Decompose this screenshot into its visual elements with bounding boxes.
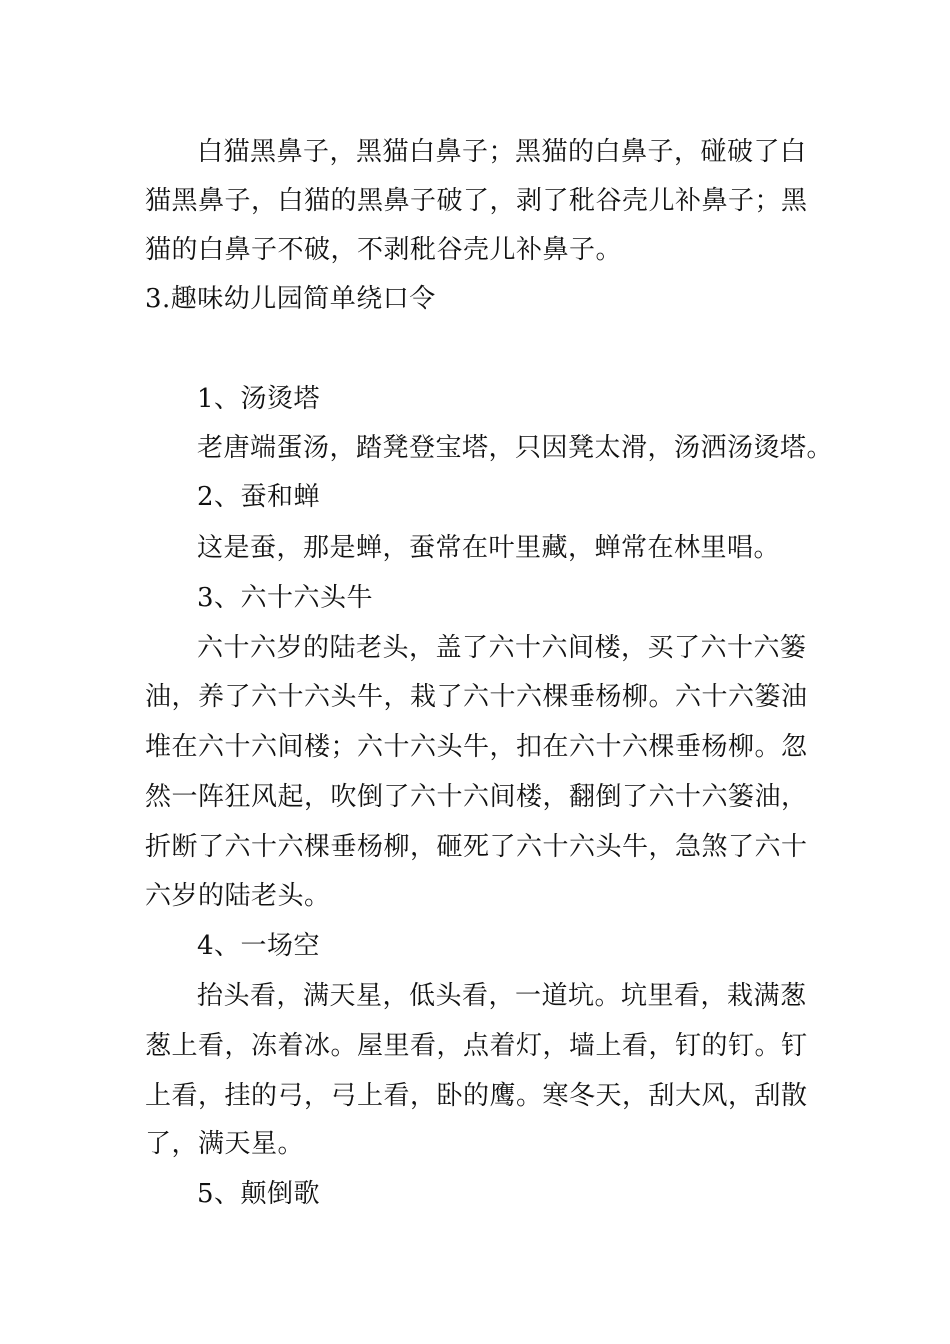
text-line: 这是蚕，那是蝉，蚕常在叶里藏，蝉常在林里唱。 <box>197 533 781 563</box>
text-line: 猫黑鼻子，白猫的黑鼻子破了，剥了秕谷壳儿补鼻子；黑 <box>145 186 808 216</box>
text-line: 老唐端蛋汤，踏凳登宝塔，只因凳太滑，汤洒汤烫塔。 <box>197 433 834 463</box>
text-line: 油，养了六十六头牛，栽了六十六棵垂杨柳。六十六篓油 <box>145 682 808 712</box>
item-title: 5、颠倒歌 <box>197 1179 321 1209</box>
section-heading: 3.趣味幼儿园简单绕口令 <box>145 284 436 314</box>
item-title: 3、六十六头牛 <box>197 583 374 613</box>
text-line: 抬头看，满天星，低头看，一道坑。坑里看，栽满葱 <box>197 981 807 1011</box>
text-line: 六十六岁的陆老头，盖了六十六间楼，买了六十六篓 <box>197 633 807 663</box>
item-title: 1、汤烫塔 <box>197 384 321 414</box>
text-line: 了，满天星。 <box>145 1129 305 1159</box>
item-title: 2、蚕和蝉 <box>197 482 321 512</box>
text-line: 折断了六十六棵垂杨柳，砸死了六十六头牛，急煞了六十 <box>145 832 808 862</box>
text-line: 猫的白鼻子不破，不剥秕谷壳儿补鼻子。 <box>145 235 623 265</box>
text-line: 上看，挂的弓，弓上看，卧的鹰。寒冬天，刮大风，刮散 <box>145 1081 808 1111</box>
text-line: 堆在六十六间楼；六十六头牛，扣在六十六棵垂杨柳。忽 <box>145 732 808 762</box>
text-line: 六岁的陆老头。 <box>145 881 331 911</box>
text-line: 葱上看，冻着冰。屋里看，点着灯，墙上看，钉的钉。钉 <box>145 1031 808 1061</box>
item-title: 4、一场空 <box>197 931 321 961</box>
text-line: 白猫黑鼻子，黑猫白鼻子；黑猫的白鼻子，碰破了白 <box>197 137 807 167</box>
text-line: 然一阵狂风起，吹倒了六十六间楼，翻倒了六十六篓油， <box>145 782 808 812</box>
